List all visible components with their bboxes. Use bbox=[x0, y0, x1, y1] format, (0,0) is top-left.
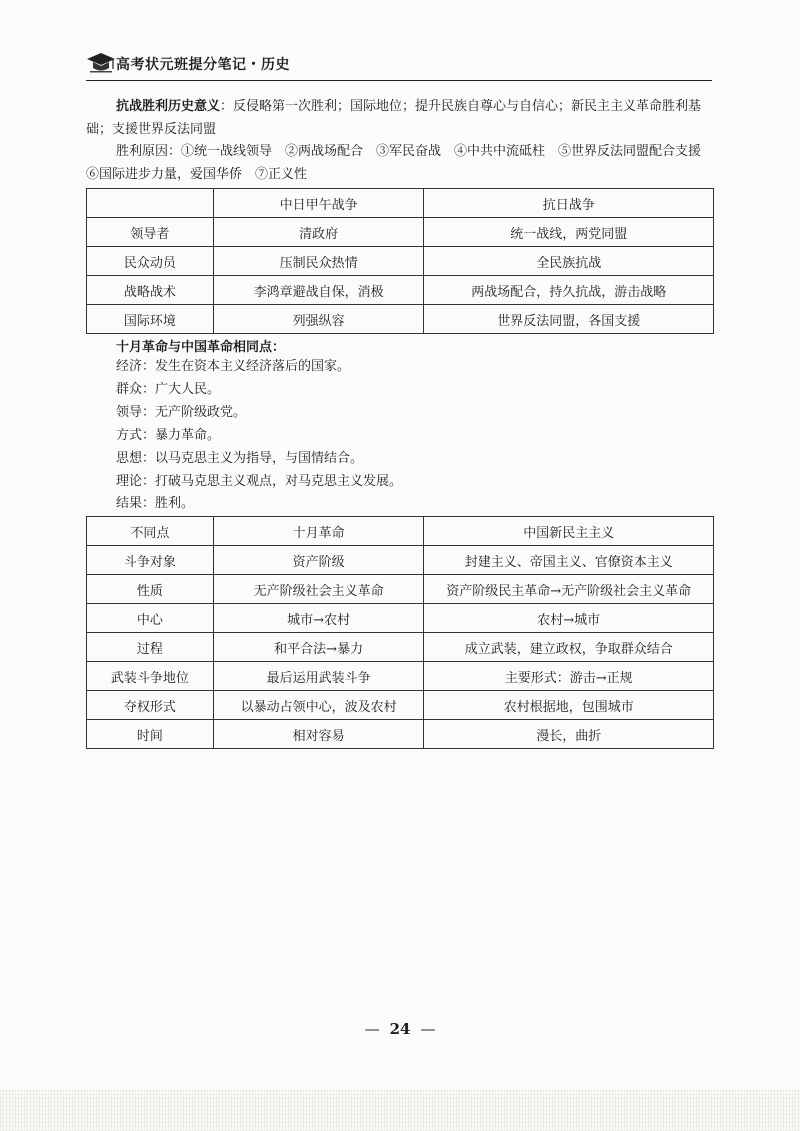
table-header-cell: 抗日战争 bbox=[424, 189, 714, 218]
table-header-cell bbox=[87, 189, 214, 218]
page-header bbox=[86, 46, 712, 81]
book-title: 高考状元班提分笔记・历史 bbox=[116, 57, 290, 73]
table-cell: 性质 bbox=[87, 575, 214, 604]
table-cell: 两战场配合，持久抗战，游击战略 bbox=[424, 276, 714, 305]
similarity-line: 领导：无产阶级政党。 bbox=[116, 405, 247, 420]
table-cell: 成立武装，建立政权，争取群众结合 bbox=[424, 633, 714, 662]
page-number-dash: — bbox=[420, 1020, 436, 1038]
table-header-row bbox=[87, 517, 714, 546]
table-header-cell: 十月革命 bbox=[213, 517, 424, 546]
table-cell: 时间 bbox=[87, 720, 214, 749]
similarity-line: 理论：打破马克思主义观点，对马克思主义发展。 bbox=[116, 474, 403, 489]
similarity-line: 结果：胜利。 bbox=[116, 496, 195, 511]
similarity-line: 方式：暴力革命。 bbox=[116, 428, 221, 443]
table-cell: 中心 bbox=[87, 604, 214, 633]
table-cell: 农村→城市 bbox=[424, 604, 714, 633]
table-row bbox=[87, 720, 714, 749]
table-row bbox=[87, 691, 714, 720]
table-cell: 主要形式：游击→正规 bbox=[424, 662, 714, 691]
page-number bbox=[0, 1020, 800, 1038]
table-row bbox=[87, 633, 714, 662]
table-header-cell: 中国新民主主义 bbox=[424, 517, 714, 546]
table-cell: 夺权形式 bbox=[87, 691, 214, 720]
table-cell: 武装斗争地位 bbox=[87, 662, 214, 691]
table-row bbox=[87, 575, 714, 604]
table-cell: 资产阶级民主革命→无产阶级社会主义革命 bbox=[424, 575, 714, 604]
table-cell: 最后运用武装斗争 bbox=[213, 662, 424, 691]
significance-paragraph bbox=[86, 95, 714, 141]
reasons-label: 胜利原因 bbox=[116, 144, 169, 159]
table-cell: 斗争对象 bbox=[87, 546, 214, 575]
table-cell: 列强纵容 bbox=[213, 305, 424, 334]
table-cell: 战略战术 bbox=[87, 276, 214, 305]
war-comparison-table bbox=[86, 188, 714, 334]
table-cell: 世界反法同盟，各国支援 bbox=[424, 305, 714, 334]
table-cell: 和平合法→暴力 bbox=[213, 633, 424, 662]
similarity-line: 经济：发生在资本主义经济落后的国家。 bbox=[116, 359, 351, 374]
reasons-text: ：①统一战线领导 ②两战场配合 ③军民奋战 ④中共中流砥柱 ⑤世界反法同盟配合支援 ⑥国际进步力量，爱国华侨 ⑦正义性 bbox=[86, 144, 715, 182]
graduation-cap-icon bbox=[86, 50, 116, 76]
table-header-row bbox=[87, 189, 714, 218]
table-row bbox=[87, 662, 714, 691]
significance-label: 抗战胜利历史意义 bbox=[116, 99, 221, 114]
table-header-cell: 中日甲午战争 bbox=[213, 189, 424, 218]
table-cell: 领导者 bbox=[87, 218, 214, 247]
significance-text: ：反侵略第一次胜利；国际地位；提升民族自尊心与自信心；新民主主义革命胜利基础；支援世界反法同盟 bbox=[86, 99, 702, 137]
scan-noise-strip bbox=[0, 1090, 800, 1131]
table-cell: 民众动员 bbox=[87, 247, 214, 276]
table-cell: 封建主义、帝国主义、官僚资本主义 bbox=[424, 546, 714, 575]
table-cell: 漫长，曲折 bbox=[424, 720, 714, 749]
table-row bbox=[87, 546, 714, 575]
table-row bbox=[87, 247, 714, 276]
table-cell: 李鸿章避战自保，消极 bbox=[213, 276, 424, 305]
table-cell: 资产阶级 bbox=[213, 546, 424, 575]
table-cell: 过程 bbox=[87, 633, 214, 662]
page-number-value: 24 bbox=[389, 1020, 411, 1038]
table-cell: 全民族抗战 bbox=[424, 247, 714, 276]
table-header-cell: 不同点 bbox=[87, 517, 214, 546]
table-row bbox=[87, 305, 714, 334]
table-cell: 国际环境 bbox=[87, 305, 214, 334]
table-cell: 以暴动占领中心，波及农村 bbox=[213, 691, 424, 720]
similarity-line: 群众：广大人民。 bbox=[116, 382, 221, 397]
table-row bbox=[87, 604, 714, 633]
table-cell: 清政府 bbox=[213, 218, 424, 247]
table-cell: 相对容易 bbox=[213, 720, 424, 749]
table-cell: 无产阶级社会主义革命 bbox=[213, 575, 424, 604]
page-number-dash: — bbox=[364, 1020, 380, 1038]
table-cell: 农村根据地，包围城市 bbox=[424, 691, 714, 720]
table-cell: 城市→农村 bbox=[213, 604, 424, 633]
similarity-line: 思想：以马克思主义为指导，与国情结合。 bbox=[116, 451, 364, 466]
table-row bbox=[87, 218, 714, 247]
table-row bbox=[87, 276, 714, 305]
revolution-comparison-table bbox=[86, 516, 714, 749]
similarities-heading: 十月革命与中国革命相同点： bbox=[116, 340, 286, 355]
table-cell: 压制民众热情 bbox=[213, 247, 424, 276]
reasons-paragraph bbox=[86, 140, 714, 186]
table-cell: 统一战线，两党同盟 bbox=[424, 218, 714, 247]
